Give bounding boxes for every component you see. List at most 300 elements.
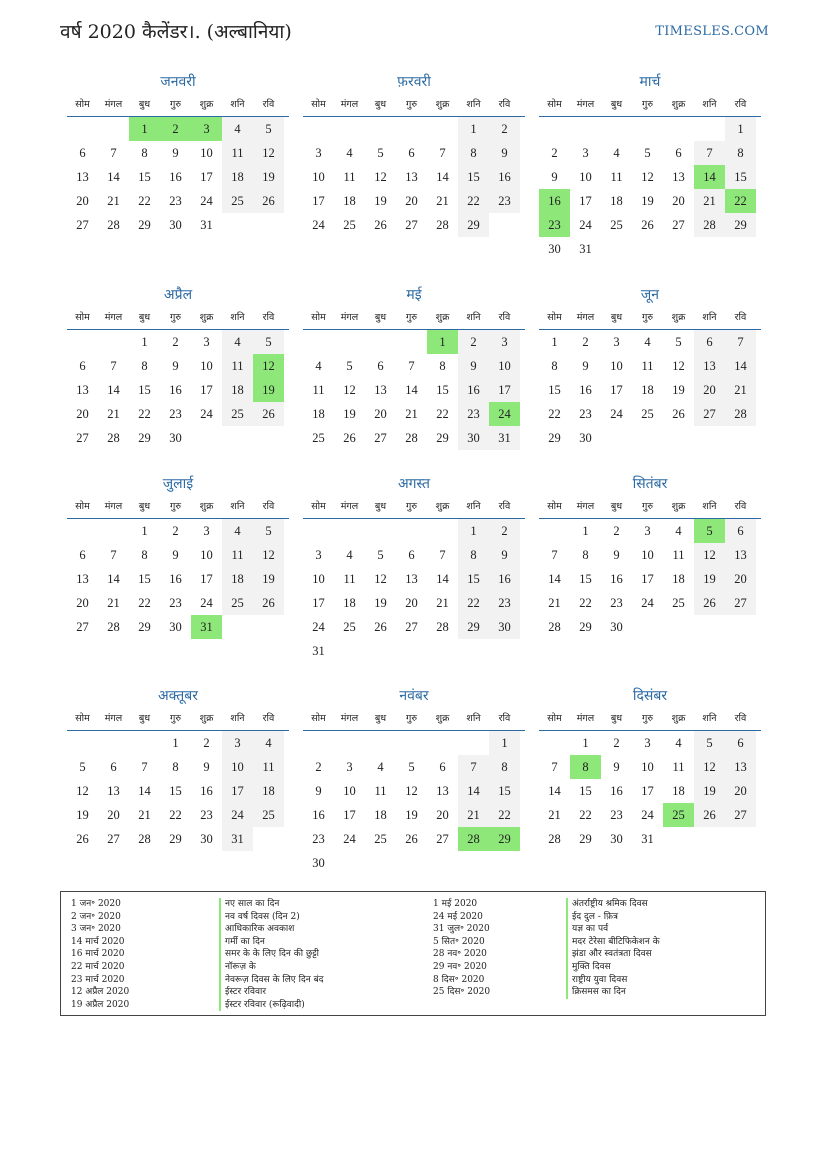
day-cell: 26 bbox=[76, 832, 89, 846]
empty-cell bbox=[67, 330, 98, 354]
day-cell: 22 bbox=[458, 189, 489, 213]
day-cell: 28 bbox=[725, 402, 756, 426]
day-cell: 30 bbox=[579, 431, 592, 445]
week-row bbox=[67, 827, 289, 851]
empty-cell bbox=[694, 237, 725, 261]
day-cell: 5 bbox=[408, 760, 415, 774]
day-cell: 17 bbox=[641, 784, 654, 798]
weekday-label: गुरु bbox=[641, 501, 654, 512]
day-cell: 2 bbox=[613, 736, 620, 750]
legend-names-2 bbox=[566, 898, 660, 999]
day-cell: 15 bbox=[458, 567, 489, 591]
day-cell: 27 bbox=[672, 218, 685, 232]
day-cell: 25 bbox=[222, 591, 253, 615]
weekday-header bbox=[539, 307, 761, 330]
day-cell: 1 bbox=[458, 117, 489, 141]
day-cell: 23 bbox=[579, 407, 592, 421]
weekday-label: मंगल bbox=[576, 713, 595, 724]
legend-date: 1 जन॰ 2020 bbox=[71, 899, 121, 909]
weekday-label: रवि bbox=[498, 99, 511, 110]
day-cell: 20 bbox=[76, 596, 89, 610]
day-cell: 18 bbox=[610, 194, 623, 208]
day-cell: 1 bbox=[489, 731, 520, 755]
day-cell: 6 bbox=[79, 146, 86, 160]
day-cell: 28 bbox=[107, 620, 120, 634]
week-row bbox=[303, 779, 525, 803]
day-cell: 30 bbox=[312, 856, 325, 870]
day-cell: 14 bbox=[107, 572, 120, 586]
legend-dates-2 bbox=[433, 898, 490, 999]
day-cell: 27 bbox=[694, 402, 725, 426]
day-cell: 16 bbox=[458, 378, 489, 402]
weekday-label: मंगल bbox=[340, 312, 359, 323]
week-row bbox=[303, 117, 525, 141]
day-cell: 7 bbox=[551, 548, 558, 562]
day-cell: 22 bbox=[458, 591, 489, 615]
day-cell: 9 bbox=[489, 141, 520, 165]
day-cell: 15 bbox=[548, 383, 561, 397]
day-cell: 29 bbox=[169, 832, 182, 846]
day-cell: 17 bbox=[343, 808, 356, 822]
legend-holiday-name: नव वर्ष दिवस (दिन 2) bbox=[219, 911, 324, 924]
empty-cell bbox=[396, 519, 427, 543]
day-cell: 1 bbox=[427, 330, 458, 354]
empty-cell bbox=[489, 639, 520, 663]
day-cell: 21 bbox=[436, 194, 449, 208]
day-cell: 27 bbox=[76, 620, 89, 634]
empty-cell bbox=[489, 213, 520, 237]
day-cell: 11 bbox=[672, 548, 685, 562]
day-cell: 3 bbox=[489, 330, 520, 354]
day-cell: 13 bbox=[107, 784, 120, 798]
week-row bbox=[303, 213, 525, 237]
day-cell: 26 bbox=[374, 620, 387, 634]
week-row bbox=[303, 567, 525, 591]
weekday-label: सोम bbox=[547, 312, 562, 323]
empty-cell bbox=[601, 237, 632, 261]
weekday-label: शुक्र bbox=[435, 501, 450, 512]
weekday-label: शुक्र bbox=[671, 312, 686, 323]
day-cell: 8 bbox=[141, 548, 148, 562]
legend-holiday-name: क्रिसमस का दिन bbox=[566, 986, 660, 999]
weekday-label: मंगल bbox=[340, 99, 359, 110]
legend-holiday-name: यज्ञ का पर्व bbox=[566, 923, 660, 936]
weekday-label: मंगल bbox=[576, 99, 595, 110]
day-cell: 29 bbox=[489, 827, 520, 851]
day-cell: 9 bbox=[613, 548, 620, 562]
day-cell: 17 bbox=[641, 572, 654, 586]
legend-holiday-name: मदर टेरेसा बीटिफिकेशन के bbox=[566, 936, 660, 949]
weekday-label: मंगल bbox=[104, 99, 123, 110]
weekday-label: सोम bbox=[75, 713, 90, 724]
day-cell: 5 bbox=[253, 117, 284, 141]
day-cell: 31 bbox=[312, 644, 325, 658]
day-cell: 20 bbox=[107, 808, 120, 822]
day-cell: 7 bbox=[458, 755, 489, 779]
day-cell: 29 bbox=[436, 431, 449, 445]
day-cell: 22 bbox=[169, 808, 182, 822]
brand-link[interactable]: TIMESLES.COM bbox=[655, 24, 769, 39]
day-cell: 5 bbox=[253, 330, 284, 354]
empty-cell bbox=[67, 519, 98, 543]
empty-cell bbox=[303, 519, 334, 543]
weekday-label: सोम bbox=[547, 713, 562, 724]
legend-holiday-name: ईस्टर रविवार (रूढ़िवादी) bbox=[219, 999, 324, 1012]
day-cell: 7 bbox=[439, 548, 446, 562]
weekday-label: शुक्र bbox=[435, 713, 450, 724]
day-cell: 23 bbox=[610, 596, 623, 610]
day-cell: 3 bbox=[582, 146, 589, 160]
day-cell: 19 bbox=[253, 567, 284, 591]
day-cell: 1 bbox=[582, 524, 589, 538]
day-cell: 9 bbox=[489, 543, 520, 567]
weekday-label: गुरु bbox=[169, 99, 182, 110]
day-cell: 7 bbox=[110, 146, 117, 160]
week-row bbox=[303, 426, 525, 450]
day-cell: 13 bbox=[725, 543, 756, 567]
weekday-label: मंगल bbox=[576, 501, 595, 512]
empty-cell bbox=[663, 827, 694, 851]
day-cell: 9 bbox=[172, 146, 179, 160]
weekday-label: शनि bbox=[702, 312, 717, 323]
day-cell: 8 bbox=[551, 359, 558, 373]
empty-cell bbox=[129, 731, 160, 755]
day-cell: 26 bbox=[405, 832, 418, 846]
day-cell: 26 bbox=[694, 803, 725, 827]
legend-holiday-name: ईस्टर रविवार bbox=[219, 986, 324, 999]
day-cell: 14 bbox=[548, 784, 561, 798]
weekday-label: शनि bbox=[230, 99, 245, 110]
empty-cell bbox=[396, 639, 427, 663]
weekday-label: शुक्र bbox=[435, 99, 450, 110]
weekday-label: मंगल bbox=[104, 312, 123, 323]
legend-date: 14 मार्च 2020 bbox=[71, 936, 125, 947]
day-cell: 3 bbox=[346, 760, 353, 774]
empty-cell bbox=[365, 330, 396, 354]
day-cell: 27 bbox=[725, 803, 756, 827]
weekday-label: शुक्र bbox=[435, 312, 450, 323]
day-cell: 17 bbox=[200, 383, 213, 397]
empty-cell bbox=[334, 330, 365, 354]
weekday-header bbox=[539, 708, 761, 731]
day-cell: 19 bbox=[253, 165, 284, 189]
day-cell: 19 bbox=[672, 383, 685, 397]
day-cell: 7 bbox=[110, 548, 117, 562]
day-cell: 13 bbox=[436, 784, 449, 798]
empty-cell bbox=[191, 426, 222, 450]
day-cell: 23 bbox=[169, 596, 182, 610]
weekday-label: बुध bbox=[610, 99, 623, 110]
empty-cell bbox=[365, 851, 396, 875]
day-cell: 29 bbox=[458, 213, 489, 237]
week-row bbox=[303, 755, 525, 779]
empty-cell bbox=[253, 426, 284, 450]
empty-cell bbox=[396, 330, 427, 354]
day-cell: 24 bbox=[641, 596, 654, 610]
week-row bbox=[67, 426, 289, 450]
day-cell: 20 bbox=[725, 779, 756, 803]
day-cell: 4 bbox=[675, 524, 682, 538]
day-cell: 28 bbox=[107, 431, 120, 445]
empty-cell bbox=[222, 426, 253, 450]
day-cell: 6 bbox=[439, 760, 446, 774]
weekday-label: बुध bbox=[610, 713, 623, 724]
empty-cell bbox=[98, 731, 129, 755]
day-cell: 29 bbox=[579, 832, 592, 846]
day-cell: 25 bbox=[343, 218, 356, 232]
day-cell: 14 bbox=[107, 383, 120, 397]
weekday-label: शुक्र bbox=[199, 501, 214, 512]
week-row bbox=[303, 378, 525, 402]
day-cell: 18 bbox=[222, 378, 253, 402]
day-cell: 13 bbox=[76, 572, 89, 586]
day-cell: 23 bbox=[200, 808, 213, 822]
day-cell: 18 bbox=[374, 808, 387, 822]
day-cell: 29 bbox=[138, 620, 151, 634]
week-row bbox=[539, 330, 761, 354]
day-cell: 21 bbox=[107, 194, 120, 208]
month-7 bbox=[67, 472, 289, 639]
day-cell: 12 bbox=[672, 359, 685, 373]
week-row bbox=[67, 330, 289, 354]
day-cell: 16 bbox=[539, 189, 570, 213]
day-cell: 26 bbox=[641, 218, 654, 232]
legend-holiday-name: आधिकारिक अवकाश bbox=[219, 923, 324, 936]
weekday-label: शनि bbox=[466, 713, 481, 724]
day-cell: 2 bbox=[160, 117, 191, 141]
day-cell: 14 bbox=[436, 572, 449, 586]
empty-cell bbox=[539, 731, 570, 755]
empty-cell bbox=[334, 851, 365, 875]
day-cell: 12 bbox=[694, 755, 725, 779]
day-cell: 24 bbox=[312, 620, 325, 634]
day-cell: 23 bbox=[458, 402, 489, 426]
week-row bbox=[303, 354, 525, 378]
legend-holiday-name: गर्मी का दिन bbox=[219, 936, 324, 949]
day-cell: 9 bbox=[172, 359, 179, 373]
day-cell: 6 bbox=[408, 548, 415, 562]
day-cell: 2 bbox=[203, 736, 210, 750]
day-cell: 11 bbox=[312, 383, 325, 397]
weekday-label: गुरु bbox=[641, 713, 654, 724]
day-cell: 10 bbox=[641, 760, 654, 774]
day-cell: 20 bbox=[405, 596, 418, 610]
empty-cell bbox=[396, 117, 427, 141]
weekday-label: सोम bbox=[547, 501, 562, 512]
weekday-label: शनि bbox=[702, 99, 717, 110]
day-cell: 27 bbox=[405, 218, 418, 232]
day-cell: 21 bbox=[436, 596, 449, 610]
day-cell: 13 bbox=[725, 755, 756, 779]
weekday-label: रवि bbox=[262, 312, 275, 323]
day-cell: 16 bbox=[610, 572, 623, 586]
legend-holiday-name: नॉरूज़ के bbox=[219, 961, 324, 974]
day-cell: 29 bbox=[138, 431, 151, 445]
empty-cell bbox=[396, 851, 427, 875]
weekday-label: बुध bbox=[138, 713, 151, 724]
day-cell: 5 bbox=[346, 359, 353, 373]
day-cell: 2 bbox=[172, 524, 179, 538]
day-cell: 15 bbox=[458, 165, 489, 189]
week-row bbox=[539, 165, 761, 189]
weekday-header bbox=[303, 708, 525, 731]
week-row bbox=[67, 543, 289, 567]
empty-cell bbox=[222, 615, 253, 639]
day-cell: 25 bbox=[672, 596, 685, 610]
month-name: फ़रवरी bbox=[397, 74, 431, 90]
day-cell: 30 bbox=[610, 620, 623, 634]
day-cell: 12 bbox=[694, 543, 725, 567]
empty-cell bbox=[427, 519, 458, 543]
month-4 bbox=[67, 283, 289, 450]
day-cell: 5 bbox=[377, 146, 384, 160]
week-row bbox=[539, 213, 761, 237]
day-cell: 26 bbox=[343, 431, 356, 445]
empty-cell bbox=[663, 615, 694, 639]
day-cell: 19 bbox=[374, 194, 387, 208]
day-cell: 18 bbox=[343, 194, 356, 208]
day-cell: 30 bbox=[169, 620, 182, 634]
weekday-header bbox=[303, 307, 525, 330]
day-cell: 22 bbox=[548, 407, 561, 421]
weekday-label: रवि bbox=[498, 312, 511, 323]
week-row bbox=[303, 591, 525, 615]
day-cell: 18 bbox=[312, 407, 325, 421]
day-cell: 19 bbox=[253, 378, 284, 402]
day-cell: 27 bbox=[374, 431, 387, 445]
weekday-label: सोम bbox=[75, 99, 90, 110]
day-cell: 10 bbox=[222, 755, 253, 779]
day-cell: 17 bbox=[312, 194, 325, 208]
empty-cell bbox=[396, 731, 427, 755]
day-cell: 27 bbox=[725, 591, 756, 615]
day-cell: 7 bbox=[141, 760, 148, 774]
day-cell: 29 bbox=[725, 213, 756, 237]
day-cell: 14 bbox=[405, 383, 418, 397]
day-cell: 6 bbox=[725, 731, 756, 755]
day-cell: 4 bbox=[222, 117, 253, 141]
weekday-header bbox=[303, 496, 525, 519]
day-cell: 19 bbox=[405, 808, 418, 822]
day-cell: 24 bbox=[200, 194, 213, 208]
day-cell: 26 bbox=[694, 591, 725, 615]
week-row bbox=[303, 827, 525, 851]
legend-date: 22 मार्च 2020 bbox=[71, 961, 125, 972]
empty-cell bbox=[365, 639, 396, 663]
day-cell: 11 bbox=[222, 543, 253, 567]
legend-date: 8 दिस॰ 2020 bbox=[433, 974, 485, 985]
empty-cell bbox=[489, 851, 520, 875]
day-cell: 3 bbox=[222, 731, 253, 755]
day-cell: 21 bbox=[694, 189, 725, 213]
week-row bbox=[539, 117, 761, 141]
day-cell: 23 bbox=[169, 194, 182, 208]
day-cell: 13 bbox=[672, 170, 685, 184]
empty-cell bbox=[632, 615, 663, 639]
weekday-header bbox=[303, 94, 525, 117]
week-row bbox=[539, 779, 761, 803]
empty-cell bbox=[365, 117, 396, 141]
day-cell: 3 bbox=[315, 146, 322, 160]
weekday-label: शुक्र bbox=[671, 99, 686, 110]
day-cell: 21 bbox=[107, 596, 120, 610]
day-cell: 24 bbox=[222, 803, 253, 827]
day-cell: 2 bbox=[613, 524, 620, 538]
day-cell: 8 bbox=[172, 760, 179, 774]
month-12 bbox=[539, 684, 761, 851]
weekday-label: शुक्र bbox=[671, 713, 686, 724]
day-cell: 3 bbox=[191, 117, 222, 141]
day-cell: 10 bbox=[200, 359, 213, 373]
week-row bbox=[539, 591, 761, 615]
weekday-label: रवि bbox=[734, 501, 747, 512]
weekday-header bbox=[539, 94, 761, 117]
empty-cell bbox=[67, 731, 98, 755]
weekday-label: मंगल bbox=[340, 713, 359, 724]
weekday-label: सोम bbox=[75, 312, 90, 323]
month-11 bbox=[303, 684, 525, 875]
week-row bbox=[67, 755, 289, 779]
day-cell: 4 bbox=[377, 760, 384, 774]
day-cell: 11 bbox=[610, 170, 623, 184]
day-cell: 11 bbox=[374, 784, 387, 798]
day-cell: 30 bbox=[610, 832, 623, 846]
legend-date: 28 नव॰ 2020 bbox=[433, 949, 487, 960]
empty-cell bbox=[539, 519, 570, 543]
day-cell: 11 bbox=[343, 572, 356, 586]
week-row bbox=[539, 803, 761, 827]
empty-cell bbox=[570, 117, 601, 141]
day-cell: 9 bbox=[315, 784, 322, 798]
week-row bbox=[67, 615, 289, 639]
day-cell: 13 bbox=[76, 383, 89, 397]
month-name: जनवरी bbox=[160, 74, 196, 90]
page-title: वर्ष 2020 कैलेंडर।. (अल्बानिया) bbox=[60, 21, 292, 43]
day-cell: 22 bbox=[138, 407, 151, 421]
day-cell: 20 bbox=[405, 194, 418, 208]
day-cell: 15 bbox=[138, 170, 151, 184]
day-cell: 4 bbox=[613, 146, 620, 160]
day-cell: 19 bbox=[374, 596, 387, 610]
day-cell: 12 bbox=[374, 572, 387, 586]
day-cell: 4 bbox=[315, 359, 322, 373]
day-cell: 23 bbox=[489, 591, 520, 615]
week-row bbox=[67, 189, 289, 213]
day-cell: 4 bbox=[346, 548, 353, 562]
day-cell: 2 bbox=[315, 760, 322, 774]
day-cell: 22 bbox=[579, 596, 592, 610]
day-cell: 17 bbox=[489, 378, 520, 402]
day-cell: 26 bbox=[253, 591, 284, 615]
day-cell: 24 bbox=[489, 402, 520, 426]
day-cell: 30 bbox=[169, 431, 182, 445]
weekday-header bbox=[67, 496, 289, 519]
week-row bbox=[539, 237, 761, 261]
month-5 bbox=[303, 283, 525, 450]
month-9 bbox=[539, 472, 761, 639]
day-cell: 3 bbox=[203, 335, 210, 349]
day-cell: 23 bbox=[610, 808, 623, 822]
day-cell: 9 bbox=[458, 354, 489, 378]
month-name: नवंबर bbox=[399, 688, 429, 704]
day-cell: 4 bbox=[222, 519, 253, 543]
day-cell: 22 bbox=[436, 407, 449, 421]
day-cell: 13 bbox=[694, 354, 725, 378]
day-cell: 5 bbox=[694, 731, 725, 755]
day-cell: 3 bbox=[203, 524, 210, 538]
weekday-label: शनि bbox=[702, 713, 717, 724]
week-row bbox=[303, 189, 525, 213]
